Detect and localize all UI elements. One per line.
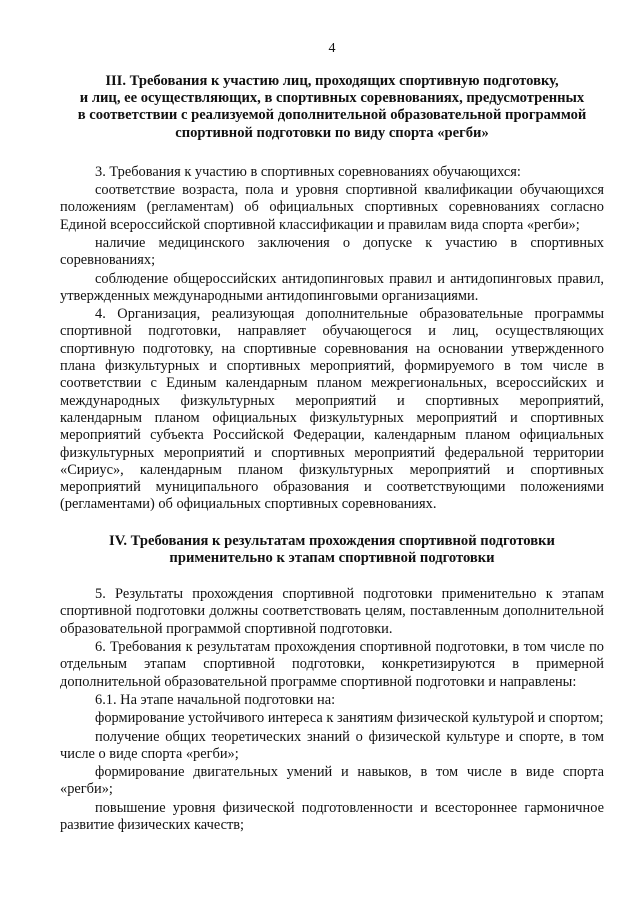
section-3-body xyxy=(60,164,604,514)
paragraph-3: 3. Требования к участию в спортивных соревнованиях обучающихся: xyxy=(95,163,521,180)
section-4-heading xyxy=(60,533,604,567)
paragraph-physical-fitness: повышение уровня физической подготовленности и всестороннее гармоничное развитие физических качеств; xyxy=(60,799,604,834)
section-3-heading-line: в соответствии с реализуемой дополнительной образовательной программой xyxy=(77,107,587,124)
section-3-heading-line: III. Требования к участию лиц, проходящих спортивную подготовку, xyxy=(105,73,559,89)
paragraph-theory: получение общих теоретических знаний о физической культуре и спорте, в том числе о виде спорта «регби»; xyxy=(60,728,604,762)
paragraph-medical-certificate: наличие медицинского заключения о допуске к участию в спортивных соревнованиях; xyxy=(60,235,604,269)
section-3-heading xyxy=(60,73,604,142)
paragraph-age-gender-compliance: соответствие возраста, пола и уровня спортивной квалификации обучающихся положениям (регламентам) об официальных спортивных соревнованиях согласно Единой всероссийской спортивной классификации и правилам вида спорта «регби»; xyxy=(60,182,604,233)
paragraph-4: 4. Организация, реализующая дополнительные образовательные программы спортивной подготовки, направляет обучающегося и лиц, осуществляющих спортивную подготовку, на спортивные соревнования на основании утвержденного плана физкультурных и спортивных мероприятий, формируемого в том числе в соответствии с Единым календарным планом межрегиональных, всероссийских и международных физкультурных мероприятий и спортивных мероприятий, календарным планом официальных физкультурных мероприятий и спортивных мероприятий субъекта Российской Федерации, календарным планом официальных физкультурных мероприятий и спортивных мероприятий федеральной территории «Сириус», календарным планом физкультурных мероприятий и спортивных мероприятий муниципального образования и соответствующими положениями (регламентами) об официальных спортивных соревнованиях. xyxy=(60,306,604,513)
paragraph-interest: формирование устойчивого интереса к занятиям физической культурой и спортом; xyxy=(95,710,604,727)
section-3-heading-line: и лиц, ее осуществляющих, в спортивных соревнованиях, предусмотренных xyxy=(79,90,585,107)
section-4-heading-line: применительно к этапам спортивной подготовки xyxy=(169,549,495,566)
paragraph-motor-skills: формирование двигательных умений и навыков, в том числе в виде спорта «регби»; xyxy=(60,764,604,798)
section-4-body xyxy=(60,586,604,834)
section-3-heading-line: спортивной подготовки по виду спорта «регби» xyxy=(175,124,489,141)
paragraph-antidoping: соблюдение общероссийских антидопинговых правил и антидопинговых правил, утвержденных международными антидопинговыми организациями. xyxy=(60,270,604,304)
paragraph-6-1: 6.1. На этапе начальной подготовки на: xyxy=(95,691,336,708)
paragraph-5: 5. Результаты прохождения спортивной подготовки применительно к этапам спортивной подготовки должны соответствовать целям, поставленным дополнительной образовательной программой спортивной подготовки. xyxy=(60,586,604,637)
paragraph-6: 6. Требования к результатам прохождения спортивной подготовки, в том числе по отдельным этапам спортивной подготовки, конкретизируются в примерной дополнительной образовательной программе спортивной подготовки и направлены: xyxy=(60,639,604,690)
section-4-heading-line: IV. Требования к результатам прохождения спортивной подготовки xyxy=(109,532,555,549)
page-number: 4 xyxy=(328,41,336,56)
